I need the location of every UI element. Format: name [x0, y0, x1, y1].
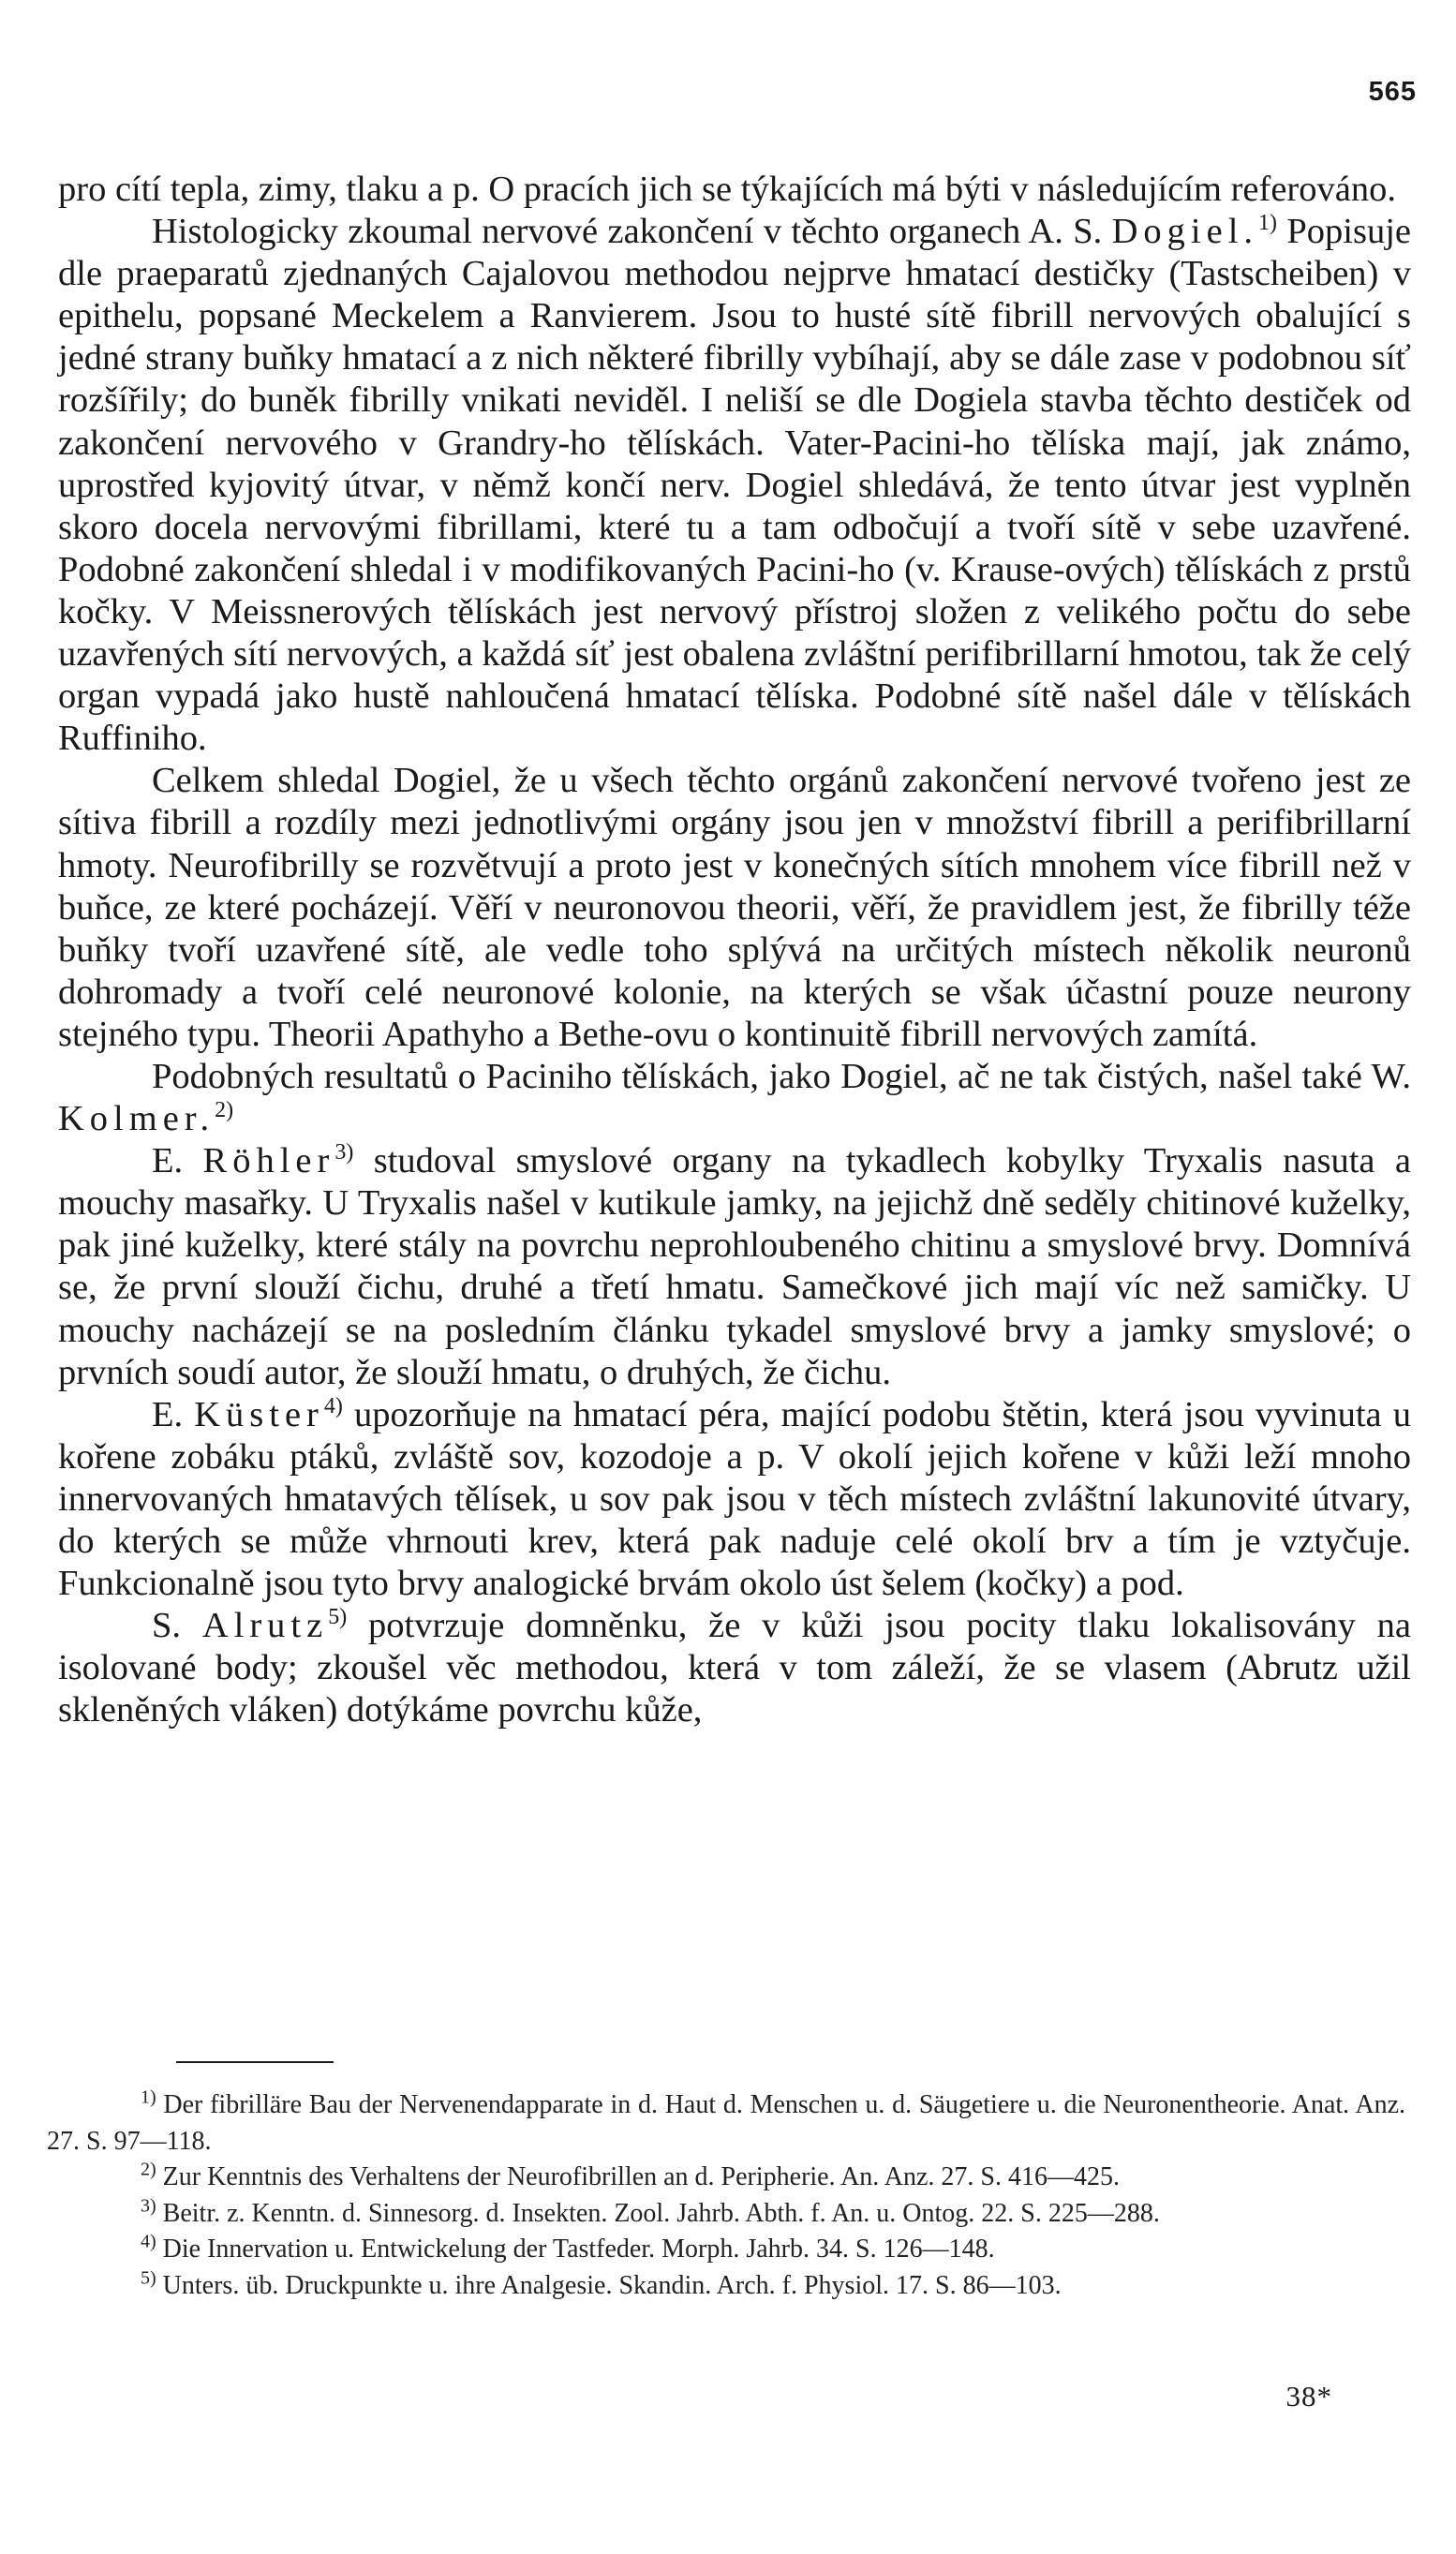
footnote-mark: 5)	[141, 2267, 156, 2289]
text-run: upozorňuje na hmatací péra, mající podobu štětin, která jsou vyvinuta u kořene zobáku ptáků, zvláště sov, kozodoje a p. V okolí jejich kořene v kůži leží mnoho innervovaných hmatavých tělísek, u sov pak jsou v těch místech zvláštní lakunovité útvary, do kterých se může vhrnouti krev, která pak naduje celé okolí brv a tím je vztyčuje. Funkcionalně jsou tyto brvy analogické brvám okolo úst šelem (kočky) a pod.	[58, 1394, 1411, 1604]
text-run: E.	[152, 1394, 195, 1434]
author-name: Alrutz	[201, 1606, 329, 1646]
body-text	[58, 169, 1411, 1731]
footnote-text: Beitr. z. Kenntn. d. Sinnesorg. d. Insekten. Zool. Jahrb. Abth. f. An. u. Ontog. 22. S. 225—288.	[162, 2198, 1160, 2228]
footnote	[47, 2196, 1405, 2233]
text-run: Celkem shledal Dogiel, že u všech těchto orgánů zakončení nervové tvořeno jest ze sítiva fibrill a rozdíly mezi jednotlivými orgány jsou jen v množství fibrill a perifibrillarní hmoty. Neurofibrilly se rozvětvují a proto jest v konečných sítích mnohem více fibrill než v buňce, ze které pocházejí. Věří v neuronovou theorii, věří, že pravidlem jest, že fibrilly téže buňky tvoří uzavřené sítě, ale vedle toho splývá na určitých místech několik neuronů dohromady a tvoří celé neuronové kolonie, na kterých se však účastní pouze neurony stejného typu. Theorii Apathyho a Bethe-ovu o kontinuitě fibrill nervových zamítá.	[58, 761, 1411, 1054]
footnotes	[47, 2087, 1405, 2304]
footnote-text: Zur Kenntnis des Verhaltens der Neurofibrillen an d. Peripherie. An. Anz. 27. S. 416—425.	[162, 2162, 1120, 2191]
paragraph	[58, 1605, 1411, 1731]
footnote-text: Unters. üb. Druckpunkte u. ihre Analgesie. Skandin. Arch. f. Physiol. 17. S. 86—103.	[162, 2270, 1062, 2300]
author-name: Röhler	[202, 1141, 335, 1181]
footnote-reference: 5)	[328, 1605, 348, 1630]
footnote	[47, 2160, 1405, 2196]
paragraph	[58, 1140, 1411, 1394]
paragraph	[58, 1394, 1411, 1605]
footnote-reference: 2)	[215, 1098, 234, 1123]
footnote-divider	[176, 2061, 334, 2063]
text-run: Histologicky zkoumal nervové zakončení v těchto organech A. S.	[152, 212, 1112, 252]
footnote-mark: 3)	[141, 2195, 156, 2217]
footnote	[47, 2268, 1405, 2305]
footnote-mark: 2)	[141, 2159, 156, 2180]
footnote-mark: 1)	[141, 2086, 156, 2108]
text-run: Popisuje dle praeparatů zjednaných Cajalovou methodou nejprve hmatací destičky (Tastscheiben) v epithelu, popsané Meckelem a Ranvierem. Jsou to husté sítě fibrill nervových obalující s jedné strany buňky hmatací a z nich některé fibrilly vybíhají, aby se dále zase v podobnou síť rozšířily; do buněk fibrilly vnikati neviděl. I neliší se dle Dogiela stavba těchto destiček od zakončení nervového v Grandry-ho tělískách. Vater-Pacini-ho tělíska mají, jak známo, uprostřed kyjovitý útvar, v němž končí nerv. Dogiel shledává, že tento útvar jest vyplněn skoro docela nervovými fibrillami, které tu a tam odbočují a tvoří sítě v sebe uzavřené. Podobné zakončení shledal i v modifikovaných Pacini-ho (v. Krause-ových) tělískách z prstů kočky. V Meissnerových tělískách jest nervový přístroj složen z velikého počtu do sebe uzavřených sítí nervových, a každá síť jest obalena zvláštní perifibrillarní hmotou, tak že celý organ vypadá jako hustě nahloučená hmatací tělíska. Podobné sítě našel dále v tělískách Ruffiniho.	[58, 212, 1411, 759]
paragraph	[58, 169, 1411, 211]
author-name: Küster	[194, 1394, 324, 1434]
footnote-mark: 4)	[141, 2231, 156, 2252]
text-run: pro cítí tepla, zimy, tlaku a p. O pracích jich se týkajících má býti v následujícím referováno.	[58, 170, 1396, 209]
paragraph	[58, 211, 1411, 760]
footnote-text: Der fibrilläre Bau der Nervenendapparate in d. Haut d. Menschen u. d. Säugetiere u. die Neuronentheorie. Anat. Anz. 27. S. 97—118.	[47, 2090, 1405, 2156]
footnote-reference: 3)	[334, 1140, 354, 1166]
text-run: Podobných resultatů o Paciniho tělískách, jako Dogiel, ač ne tak čistých, našel také W.	[152, 1056, 1411, 1096]
footnote	[47, 2232, 1405, 2268]
text-run: studoval smyslové organy na tykadlech kobylky Tryxalis nasuta a mouchy masařky. U Tryxalis našel v kutikule jamky, na jejichž dně seděly chitinové kuželky, pak jiné kuželky, které stály na povrchu neprohloubeného chitinu a smyslové brvy. Domnívá se, že první slouží čichu, druhé a třetí hmatu. Samečkové jich mají víc než samičky. U mouchy nacházejí se na posledním článku tykadel smyslové brvy a jamky smyslové; o prvních soudí autor, že slouží hmatu, o druhých, že čichu.	[58, 1141, 1411, 1392]
footnote-text: Die Innervation u. Entwickelung der Tastfeder. Morph. Jahrb. 34. S. 126—148.	[162, 2235, 995, 2264]
text-run: E.	[152, 1141, 203, 1181]
author-name: Dogiel.	[1111, 212, 1259, 252]
footnote-reference: 4)	[323, 1393, 343, 1418]
text-run: potvrzuje domněnku, že v kůži jsou pocity tlaku lokalisovány na isolované body; zkoušel věc methodou, která v tom záleží, že se vlasem (Abrutz užil skleněných vláken) dotýkáme povrchu kůže,	[58, 1606, 1411, 1730]
paragraph	[58, 1056, 1411, 1140]
text-run: S.	[152, 1606, 202, 1646]
footnote	[47, 2087, 1405, 2160]
footnote-reference: 1)	[1258, 211, 1278, 236]
paragraph	[58, 760, 1411, 1056]
page-number: 565	[1368, 77, 1417, 107]
signature-mark: 38*	[1285, 2380, 1332, 2413]
author-name: Kolmer.	[58, 1099, 215, 1139]
